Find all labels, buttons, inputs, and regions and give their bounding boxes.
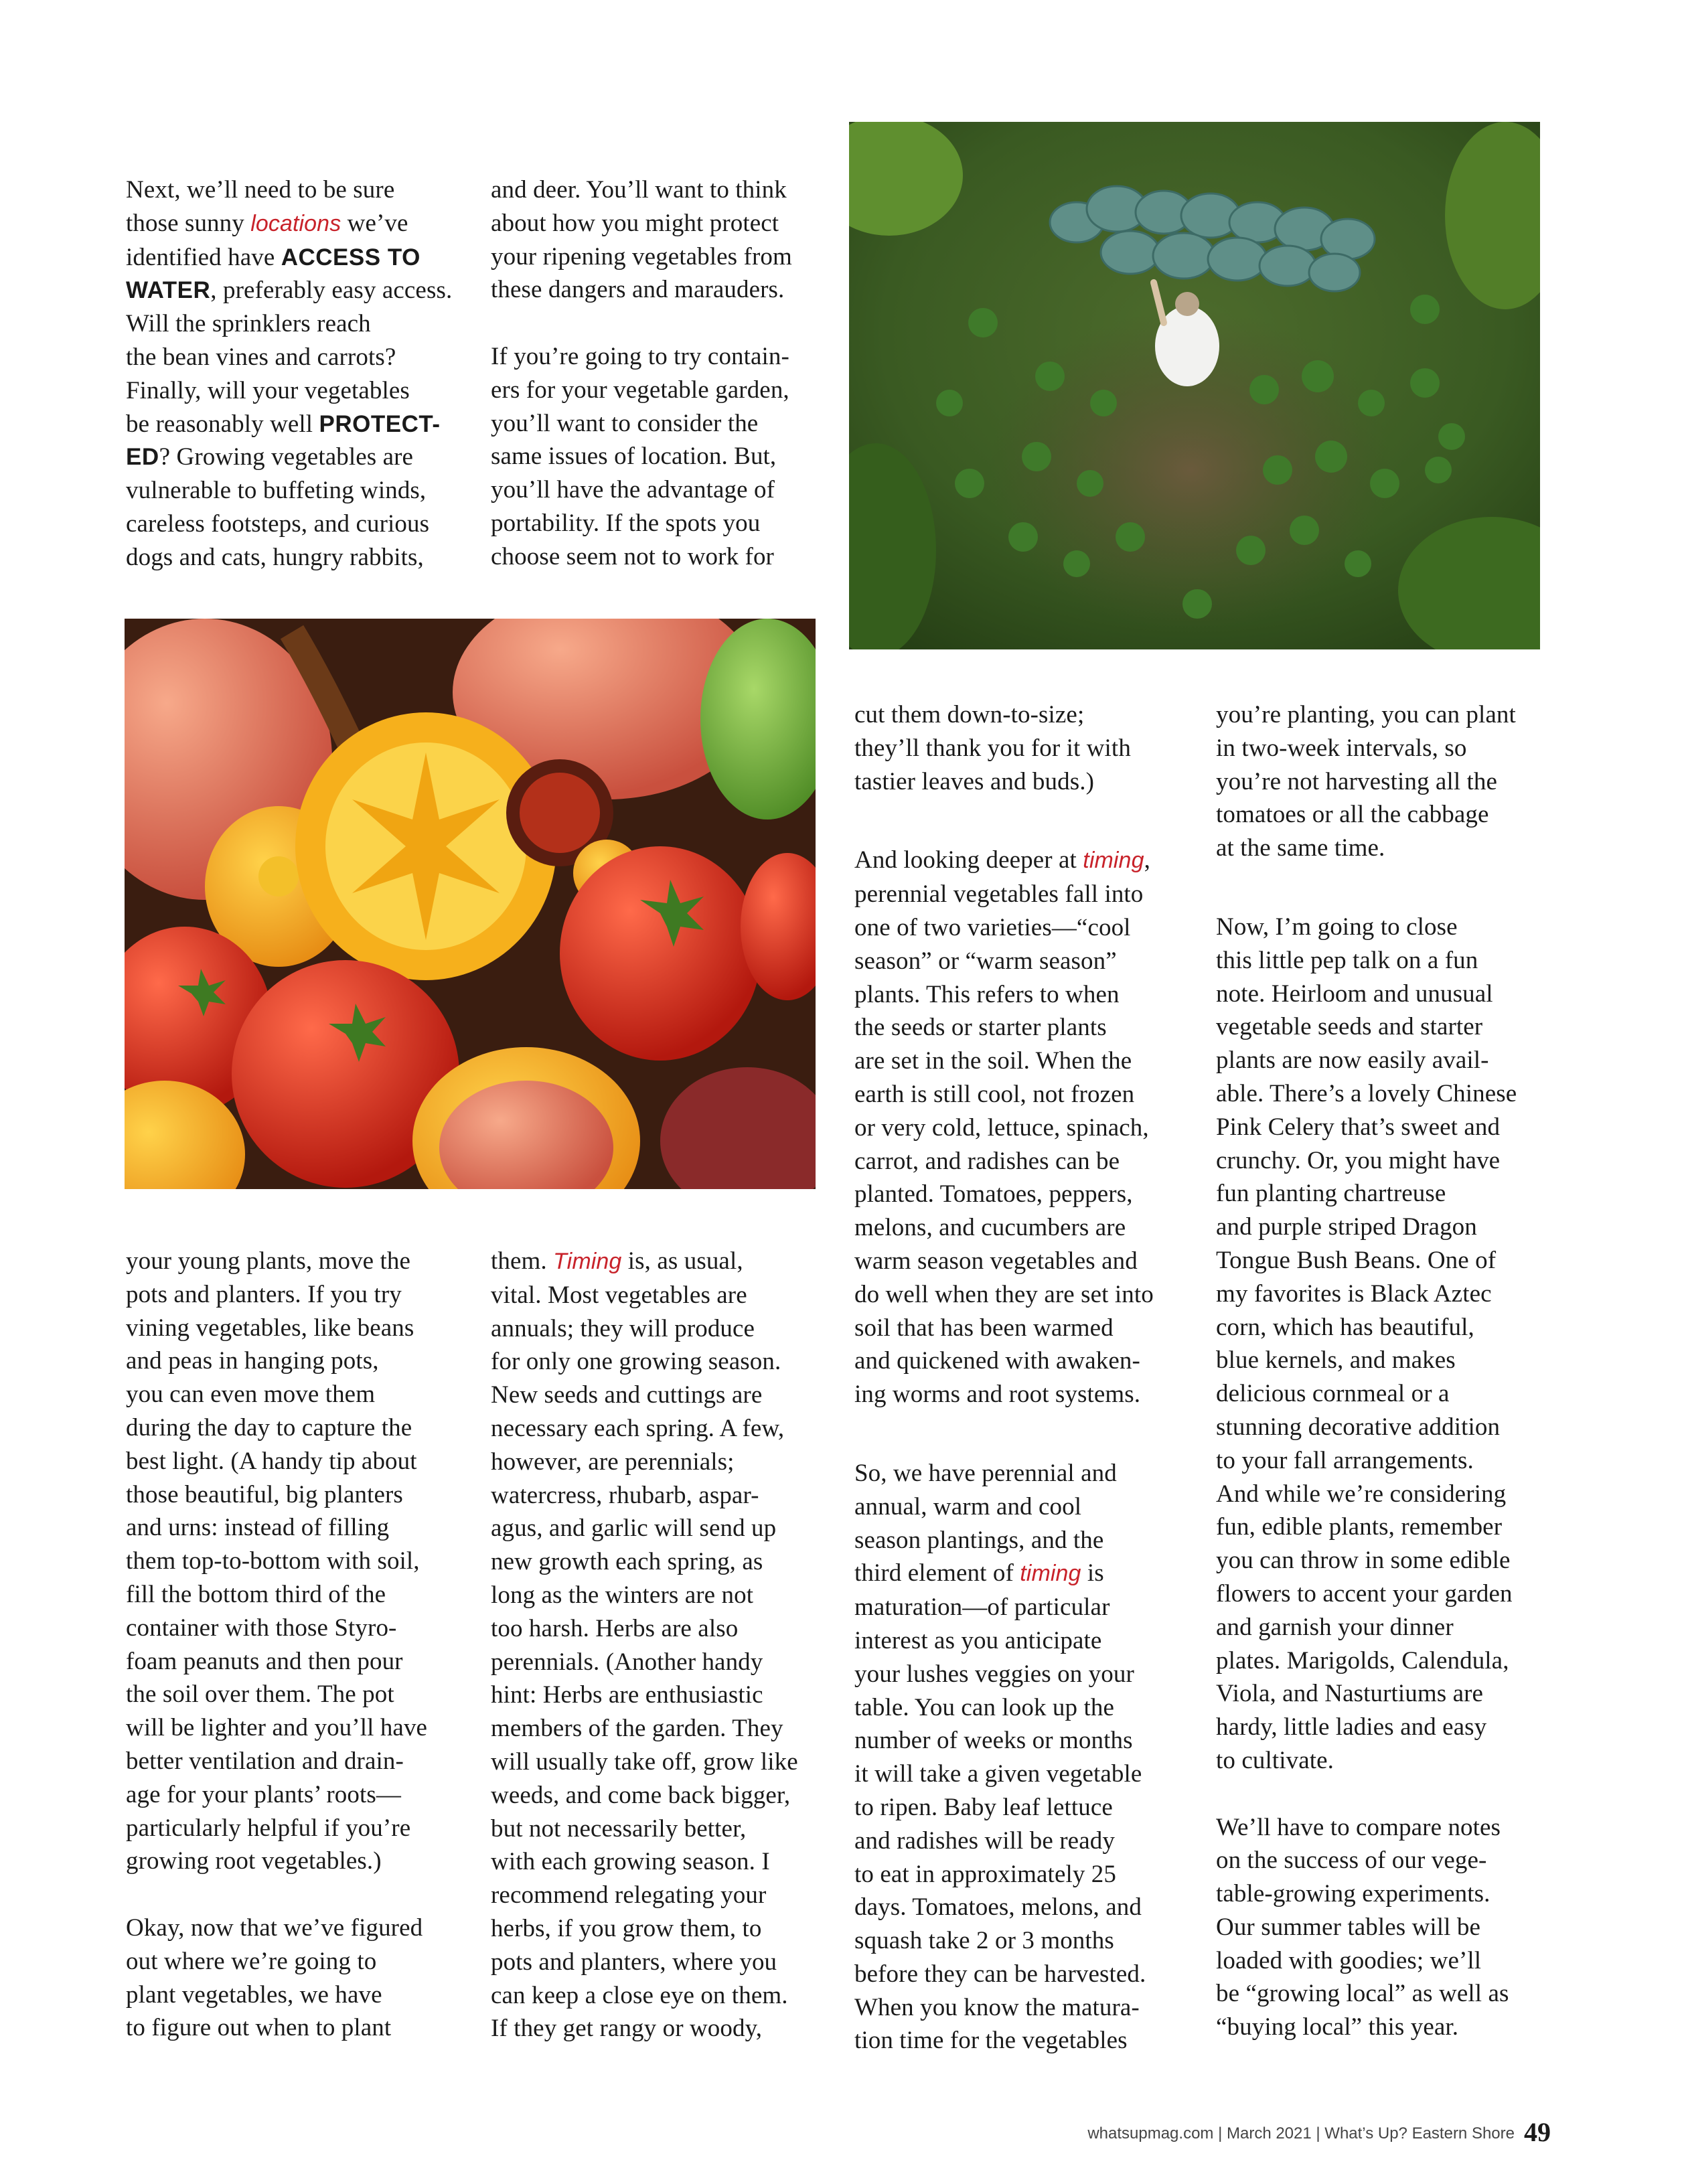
text-line: or very cold, lettuce, spinach, bbox=[854, 1113, 1149, 1142]
text-line: perennials. (Another handy bbox=[491, 1648, 763, 1676]
text-line: vining vegetables, like beans bbox=[126, 1314, 414, 1342]
text-line: plates. Marigolds, Calendula, bbox=[1216, 1646, 1509, 1674]
article-column-6 bbox=[1216, 698, 1517, 2044]
text-line: interest as you anticipate bbox=[854, 1626, 1102, 1654]
text-line: for only one growing season. bbox=[491, 1348, 781, 1376]
text-line: Our summer tables will be bbox=[1216, 1913, 1481, 1941]
text-line: identified have ACCESS TO bbox=[126, 243, 420, 271]
text-line: Next, we’ll need to be sure bbox=[126, 176, 395, 204]
text-line: them. Timing is, as usual, bbox=[491, 1247, 743, 1275]
text-line: too harsh. Herbs are also bbox=[491, 1614, 739, 1642]
text-line: We’ll have to compare notes bbox=[1216, 1813, 1501, 1841]
text-line: your ripening vegetables from bbox=[491, 242, 792, 270]
text-line: this little pep talk on a fun bbox=[1216, 946, 1478, 974]
text-line: particularly helpful if you’re bbox=[126, 1814, 411, 1842]
text-line: able. There’s a lovely Chinese bbox=[1216, 1079, 1517, 1107]
garden-aerial-photo bbox=[849, 122, 1540, 649]
paragraph-gap bbox=[1216, 865, 1517, 911]
text-line: corn, which has beautiful, bbox=[1216, 1313, 1474, 1341]
text-line: on the success of our vege- bbox=[1216, 1847, 1487, 1875]
keyword-bold: ED bbox=[126, 444, 159, 471]
keyword-highlight: timing bbox=[1083, 848, 1144, 874]
text-line: loaded with goodies; we’ll bbox=[1216, 1946, 1482, 1974]
text-line: New seeds and cuttings are bbox=[491, 1381, 763, 1409]
paragraph-gap bbox=[491, 307, 792, 340]
text-line: be “growing local” as well as bbox=[1216, 1980, 1509, 2008]
text-line: the bean vines and carrots? bbox=[126, 343, 396, 371]
text-line: Finally, will your vegetables bbox=[126, 376, 410, 404]
text-line: members of the garden. They bbox=[491, 1715, 783, 1743]
text-line: crunchy. Or, you might have bbox=[1216, 1146, 1501, 1174]
article-column-3 bbox=[126, 1245, 427, 2045]
text-line: however, are perennials; bbox=[491, 1448, 735, 1476]
text-line: watercress, rhubarb, aspar- bbox=[491, 1481, 759, 1509]
keyword-highlight: locations bbox=[250, 210, 341, 236]
text-line: annuals; they will produce bbox=[491, 1314, 755, 1342]
text-line: you’re not harvesting all the bbox=[1216, 767, 1498, 795]
text-line: be reasonably well PROTECT- bbox=[126, 410, 441, 438]
text-line: these dangers and marauders. bbox=[491, 276, 785, 304]
text-line: to eat in approximately 25 bbox=[854, 1860, 1116, 1888]
text-line: hint: Herbs are enthusiastic bbox=[491, 1681, 763, 1709]
text-line: Viola, and Nasturtiums are bbox=[1216, 1680, 1484, 1708]
text-line: dogs and cats, hungry rabbits, bbox=[126, 543, 424, 571]
text-line: same issues of location. But, bbox=[491, 443, 777, 471]
text-line: those sunny locations we’ve bbox=[126, 209, 408, 237]
text-line: will be lighter and you’ll have bbox=[126, 1714, 428, 1742]
text-line: flowers to accent your garden bbox=[1216, 1579, 1513, 1608]
text-line: planted. Tomatoes, peppers, bbox=[854, 1180, 1133, 1208]
text-line: “buying local” this year. bbox=[1216, 2013, 1459, 2041]
text-line: plant vegetables, we have bbox=[126, 1980, 382, 2009]
text-line: out where we’re going to bbox=[126, 1947, 377, 1975]
text-line: ers for your vegetable garden, bbox=[491, 376, 789, 404]
text-line: will usually take off, grow like bbox=[491, 1747, 798, 1776]
text-line: and purple striped Dragon bbox=[1216, 1213, 1477, 1241]
text-line: fun planting chartreuse bbox=[1216, 1180, 1446, 1208]
text-line: maturation—of particular bbox=[854, 1593, 1110, 1622]
text-line: Okay, now that we’ve figured bbox=[126, 1914, 423, 1942]
text-line: age for your plants’ roots— bbox=[126, 1780, 401, 1808]
text-line: at the same time. bbox=[1216, 834, 1385, 862]
text-line: plants. This refers to when bbox=[854, 980, 1120, 1008]
text-line: pots and planters. If you try bbox=[126, 1280, 402, 1308]
text-line: tion time for the vegetables bbox=[854, 2027, 1128, 2055]
text-line: carrot, and radishes can be bbox=[854, 1147, 1120, 1175]
text-line: to your fall arrangements. bbox=[1216, 1446, 1474, 1474]
text-line: foam peanuts and then pour bbox=[126, 1647, 403, 1675]
text-line: cut them down-to-size; bbox=[854, 701, 1085, 728]
text-line: blue kernels, and makes bbox=[1216, 1346, 1456, 1375]
text-line: herbs, if you grow them, to bbox=[491, 1914, 762, 1942]
article-column-2 bbox=[491, 173, 792, 574]
text-line: If they get rangy or woody, bbox=[491, 2015, 763, 2043]
text-line: portability. If the spots you bbox=[491, 509, 761, 537]
text-line: ing worms and root systems. bbox=[854, 1381, 1141, 1409]
text-line: necessary each spring. A few, bbox=[491, 1414, 785, 1442]
text-line: third element of timing is bbox=[854, 1559, 1104, 1587]
page-footer bbox=[1087, 2116, 1551, 2148]
text-line: vital. Most vegetables are bbox=[491, 1281, 747, 1309]
text-line: number of weeks or months bbox=[854, 1727, 1133, 1755]
text-line: vulnerable to buffeting winds, bbox=[126, 477, 427, 505]
text-line: delicious cornmeal or a bbox=[1216, 1380, 1450, 1408]
text-line: fill the bottom third of the bbox=[126, 1580, 386, 1608]
text-line: but not necessarily better, bbox=[491, 1814, 747, 1843]
text-line: vegetable seeds and starter bbox=[1216, 1013, 1483, 1041]
text-line: When you know the matura- bbox=[854, 1993, 1140, 2021]
text-line: do well when they are set into bbox=[854, 1280, 1154, 1308]
text-line: to cultivate. bbox=[1216, 1746, 1334, 1774]
text-line: growing root vegetables.) bbox=[126, 1847, 382, 1875]
text-line: you can throw in some edible bbox=[1216, 1547, 1511, 1575]
text-line: you can even move them bbox=[126, 1381, 376, 1409]
text-line: my favorites is Black Aztec bbox=[1216, 1279, 1492, 1308]
text-line: new growth each spring, as bbox=[491, 1548, 763, 1576]
text-line: careless footsteps, and curious bbox=[126, 510, 430, 538]
text-line: the seeds or starter plants bbox=[854, 1014, 1107, 1042]
text-line: you’re planting, you can plant bbox=[1216, 701, 1516, 728]
text-line: the soil over them. The pot bbox=[126, 1681, 394, 1709]
article-column-4 bbox=[491, 1245, 798, 2045]
text-line: about how you might protect bbox=[491, 209, 779, 237]
paragraph-gap bbox=[126, 1878, 427, 1912]
text-line: annual, warm and cool bbox=[854, 1492, 1082, 1520]
keyword-bold: PROTECT- bbox=[319, 410, 441, 437]
text-line: Tongue Bush Beans. One of bbox=[1216, 1246, 1497, 1274]
text-line: fun, edible plants, remember bbox=[1216, 1513, 1503, 1541]
text-line: during the day to capture the bbox=[126, 1413, 412, 1441]
text-line: and garnish your dinner bbox=[1216, 1613, 1454, 1641]
text-line: note. Heirloom and unusual bbox=[1216, 980, 1493, 1008]
keyword-bold: WATER bbox=[126, 277, 211, 304]
text-line: your young plants, move the bbox=[126, 1247, 411, 1275]
text-line: with each growing season. I bbox=[491, 1848, 770, 1876]
text-line: and deer. You’ll want to think bbox=[491, 176, 787, 204]
text-line: soil that has been warmed bbox=[854, 1314, 1114, 1342]
text-line: table-growing experiments. bbox=[1216, 1880, 1490, 1908]
page-number: 49 bbox=[1524, 2117, 1551, 2147]
text-line: recommend relegating your bbox=[491, 1881, 767, 1909]
text-line: If you’re going to try contain- bbox=[491, 342, 789, 370]
text-line: choose seem not to work for bbox=[491, 542, 774, 570]
keyword-bold: ACCESS TO bbox=[281, 244, 420, 270]
keyword-highlight: timing bbox=[1020, 1561, 1081, 1587]
text-line: you’ll want to consider the bbox=[491, 409, 759, 437]
text-line: it will take a given vegetable bbox=[854, 1760, 1142, 1788]
text-line: you’ll have the advantage of bbox=[491, 476, 775, 504]
text-line: best light. (A handy tip about bbox=[126, 1447, 417, 1475]
text-line: your lushes veggies on your bbox=[854, 1660, 1134, 1688]
text-line: can keep a close eye on them. bbox=[491, 1981, 788, 2009]
text-line: pots and planters, where you bbox=[491, 1948, 777, 1976]
text-line: are set in the soil. When the bbox=[854, 1047, 1132, 1075]
text-line: season” or “warm season” bbox=[854, 947, 1117, 975]
paragraph-gap bbox=[854, 798, 1154, 844]
paragraph-gap bbox=[854, 1411, 1154, 1457]
paragraph-gap bbox=[1216, 1778, 1517, 1811]
text-line: and quickened with awaken- bbox=[854, 1347, 1140, 1375]
text-line: WATER, preferably easy access. bbox=[126, 277, 453, 305]
text-line: weeds, and come back bigger, bbox=[491, 1781, 791, 1809]
text-line: table. You can look up the bbox=[854, 1693, 1114, 1721]
text-line: to ripen. Baby leaf lettuce bbox=[854, 1793, 1113, 1821]
text-line: before they can be harvested. bbox=[854, 1960, 1146, 1988]
article-column-5 bbox=[854, 698, 1154, 2057]
text-line: and peas in hanging pots, bbox=[126, 1347, 379, 1375]
text-line: melons, and cucumbers are bbox=[854, 1214, 1126, 1242]
text-line: tastier leaves and buds.) bbox=[854, 767, 1094, 795]
text-line: long as the winters are not bbox=[491, 1581, 754, 1609]
keyword-highlight: Timing bbox=[553, 1249, 622, 1274]
text-line: stunning decorative addition bbox=[1216, 1413, 1501, 1441]
text-line: agus, and garlic will send up bbox=[491, 1514, 777, 1543]
text-line: one of two varieties—“cool bbox=[854, 913, 1131, 941]
article-column-1 bbox=[126, 173, 452, 574]
text-line: they’ll thank you for it with bbox=[854, 734, 1131, 762]
text-line: And while we’re considering bbox=[1216, 1480, 1507, 1508]
text-line: earth is still cool, not frozen bbox=[854, 1080, 1135, 1108]
text-line: perennial vegetables fall into bbox=[854, 880, 1144, 909]
text-line: season plantings, and the bbox=[854, 1526, 1104, 1554]
text-line: container with those Styro- bbox=[126, 1614, 397, 1642]
text-line: Pink Celery that’s sweet and bbox=[1216, 1113, 1501, 1141]
text-line: in two-week intervals, so bbox=[1216, 734, 1467, 762]
text-line: Now, I’m going to close bbox=[1216, 913, 1458, 941]
text-line: tomatoes or all the cabbage bbox=[1216, 801, 1489, 829]
text-line: ED? Growing vegetables are bbox=[126, 443, 414, 471]
text-line: days. Tomatoes, melons, and bbox=[854, 1893, 1142, 1922]
text-line: and radishes will be ready bbox=[854, 1826, 1115, 1855]
tomatoes-photo bbox=[125, 619, 816, 1189]
text-line: hardy, little ladies and easy bbox=[1216, 1713, 1487, 1741]
text-line: squash take 2 or 3 months bbox=[854, 1927, 1114, 1955]
text-line: to figure out when to plant bbox=[126, 2014, 392, 2042]
text-line: Will the sprinklers reach bbox=[126, 310, 371, 338]
text-line: So, we have perennial and bbox=[854, 1459, 1117, 1487]
footer-publication-line: whatsupmag.com | March 2021 | What’s Up? Eastern Shore bbox=[1087, 2124, 1515, 2142]
text-line: better ventilation and drain- bbox=[126, 1747, 404, 1775]
text-line: And looking deeper at timing, bbox=[854, 846, 1150, 874]
text-line: those beautiful, big planters bbox=[126, 1480, 403, 1508]
text-line: them top-to-bottom with soil, bbox=[126, 1547, 420, 1575]
text-line: plants are now easily avail- bbox=[1216, 1046, 1489, 1075]
text-line: warm season vegetables and bbox=[854, 1247, 1138, 1275]
text-line: and urns: instead of filling bbox=[126, 1514, 390, 1542]
